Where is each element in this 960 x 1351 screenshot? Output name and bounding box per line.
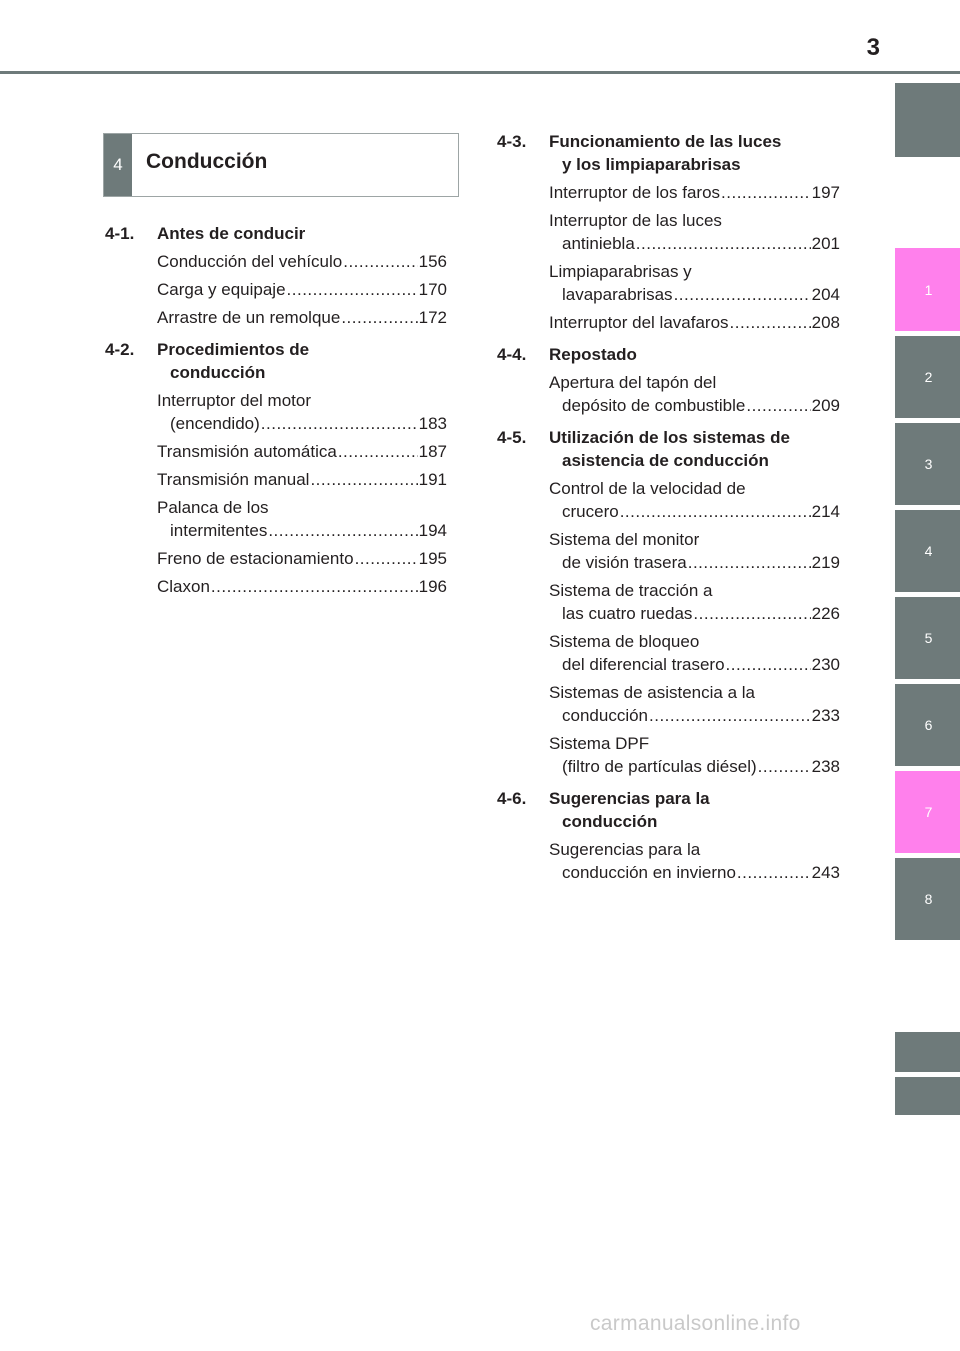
side-tab-index-a[interactable] [895, 1032, 960, 1072]
section-number: 4-3. [497, 132, 527, 151]
side-tab-label: 4 [924, 543, 933, 559]
side-tab-label: 7 [924, 804, 933, 820]
toc-entry[interactable]: Sistema DPF (filtro de partículas diésel) ..... 238 [497, 732, 840, 778]
entry-page: 195 [418, 549, 447, 568]
toc-right-column [497, 130, 840, 893]
toc-entry[interactable]: Sistema del monitor de visión trasera ..... 219 [497, 528, 840, 574]
side-tab-blank-top[interactable] [895, 83, 960, 157]
side-tab-7[interactable] [895, 771, 960, 853]
entry-page: 197 [811, 183, 840, 202]
toc-entry[interactable]: Interruptor del motor (encendido) ..... 183 [105, 389, 447, 435]
entry-page: 172 [418, 308, 447, 327]
side-tab-label: 3 [924, 456, 933, 472]
toc-section-4-2 [105, 338, 447, 598]
entry-page: 226 [811, 604, 840, 623]
toc-section-4-3 [497, 130, 840, 334]
toc-left-column [105, 222, 447, 607]
toc-entry[interactable]: Freno de estacionamiento ..... 195 [105, 547, 447, 570]
side-tab-label: 8 [924, 891, 933, 907]
side-tab-5[interactable] [895, 597, 960, 679]
section-number: 4-1. [105, 224, 135, 243]
toc-entry[interactable]: Apertura del tapón del depósito de combustible ..... 209 [497, 371, 840, 417]
toc-entry[interactable]: Interruptor del lavafaros ..... 208 [497, 311, 840, 334]
entry-page: 209 [811, 396, 840, 415]
entry-page: 204 [811, 285, 840, 304]
side-tab-8[interactable] [895, 858, 960, 940]
toc-section-4-6 [497, 787, 840, 884]
side-tab-4[interactable] [895, 510, 960, 592]
side-tab-3[interactable] [895, 423, 960, 505]
side-tab-label: 5 [924, 630, 933, 646]
toc-entry[interactable]: Palanca de los intermitentes ..... 194 [105, 496, 447, 542]
entry-page: 156 [418, 252, 447, 271]
toc-section-4-5 [497, 426, 840, 778]
page-number: 3 [866, 34, 880, 61]
watermark: carmanualsonline.info [590, 1312, 801, 1335]
entry-page: 187 [418, 442, 447, 461]
side-tab-2[interactable] [895, 336, 960, 418]
header-rule [0, 71, 960, 74]
entry-page: 233 [811, 706, 840, 725]
toc-entry[interactable]: Sistema de bloqueo del diferencial trasero ..... 230 [497, 630, 840, 676]
toc-entry[interactable]: Arrastre de un remolque ..... 172 [105, 306, 447, 329]
toc-entry[interactable]: Interruptor de las luces antiniebla ..... 201 [497, 209, 840, 255]
entry-page: 243 [811, 863, 840, 882]
side-tab-index-b[interactable] [895, 1077, 960, 1115]
toc-entry[interactable]: Sistemas de asistencia a la conducción ..... 233 [497, 681, 840, 727]
side-tab-1[interactable] [895, 248, 960, 331]
side-tab-label: 2 [924, 369, 933, 385]
chapter-number: 4 [104, 134, 132, 196]
toc-entry[interactable]: Sistema de tracción a las cuatro ruedas ..... 226 [497, 579, 840, 625]
toc-entry[interactable]: Transmisión automática ..... 187 [105, 440, 447, 463]
section-title[interactable]: Antes de conducir [157, 224, 306, 243]
section-title[interactable]: Procedimientos de conducción [157, 340, 310, 382]
section-title[interactable]: Funcionamiento de las luces y los limpiaparabrisas [549, 132, 782, 174]
side-tab-label: 1 [924, 281, 933, 298]
entry-page: 238 [811, 757, 840, 776]
section-number: 4-6. [497, 789, 527, 808]
toc-entry[interactable]: Control de la velocidad de crucero ..... 214 [497, 477, 840, 523]
toc-entry[interactable]: Claxon ..... 196 [105, 575, 447, 598]
entry-page: 196 [418, 577, 447, 596]
toc-section-4-1 [105, 222, 447, 329]
entry-page: 194 [418, 521, 447, 540]
entry-page: 230 [811, 655, 840, 674]
side-tab-label: 6 [924, 717, 933, 733]
toc-entry[interactable]: Transmisión manual ..... 191 [105, 468, 447, 491]
side-tab-6[interactable] [895, 684, 960, 766]
toc-entry[interactable]: Carga y equipaje ..... 170 [105, 278, 447, 301]
section-number: 4-4. [497, 345, 527, 364]
entry-page: 208 [811, 313, 840, 332]
toc-entry[interactable]: Sugerencias para la conducción en invierno ..... 243 [497, 838, 840, 884]
entry-page: 219 [811, 553, 840, 572]
chapter-header [103, 133, 459, 197]
toc-section-4-4 [497, 343, 840, 417]
toc-entry[interactable]: Limpiaparabrisas y lavaparabrisas ..... 204 [497, 260, 840, 306]
section-title[interactable]: Sugerencias para la conducción [549, 789, 710, 831]
entry-page: 201 [811, 234, 840, 253]
section-number: 4-2. [105, 340, 135, 359]
entry-page: 170 [418, 280, 447, 299]
chapter-title: Conducción [146, 150, 268, 173]
entry-page: 214 [811, 502, 840, 521]
section-number: 4-5. [497, 428, 527, 447]
section-title[interactable]: Utilización de los sistemas de asistencia de conducción [549, 428, 790, 470]
toc-entry[interactable]: Interruptor de los faros ..... 197 [497, 181, 840, 204]
toc-entry[interactable]: Conducción del vehículo ..... 156 [105, 250, 447, 273]
section-title[interactable]: Repostado [549, 345, 637, 364]
entry-page: 183 [418, 414, 447, 433]
entry-page: 191 [418, 470, 447, 489]
